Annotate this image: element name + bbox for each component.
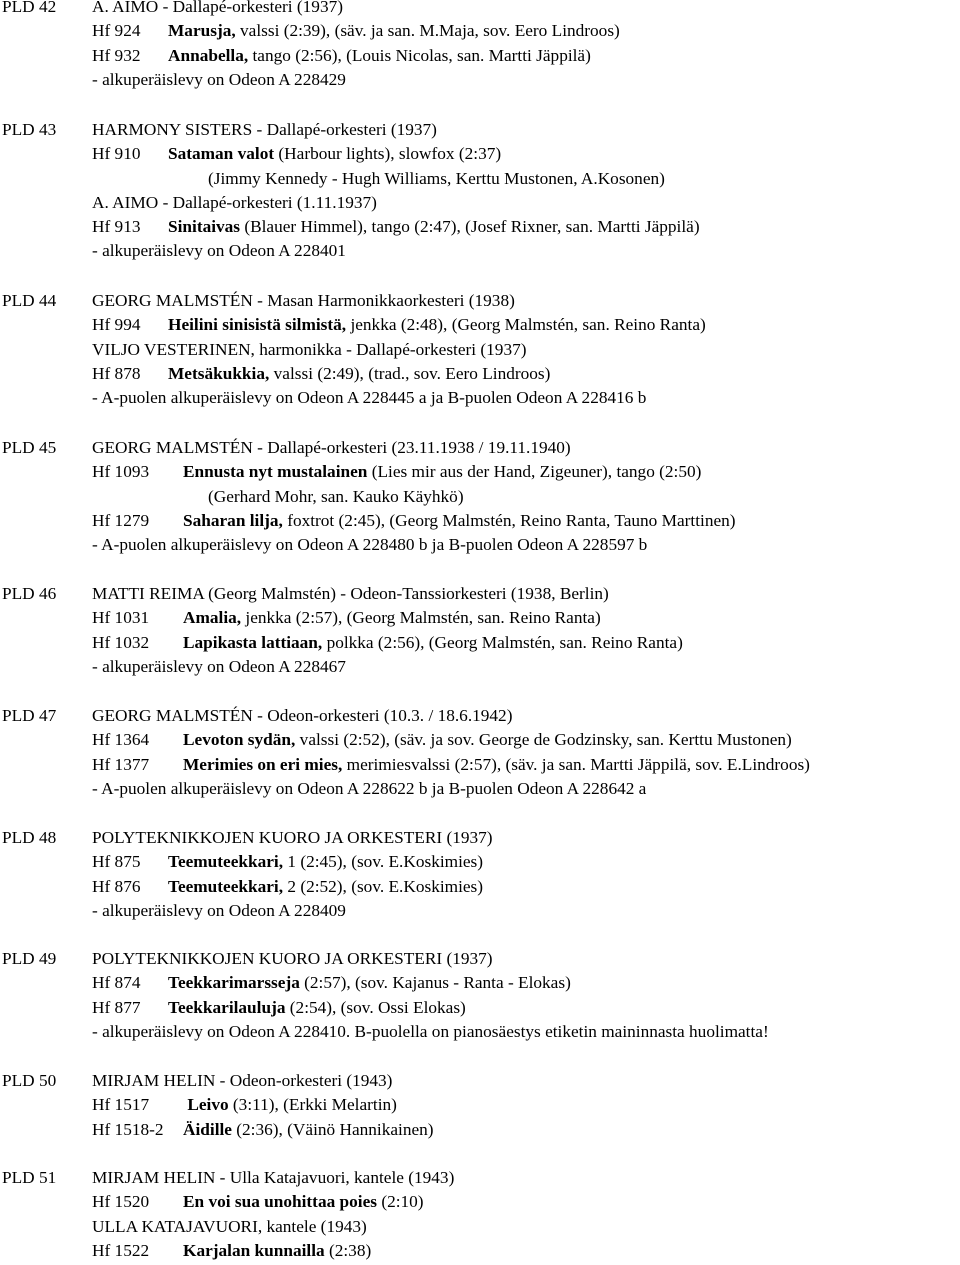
track-line [92,313,706,337]
track-line [92,142,501,166]
track-code: Hf 932 [92,45,141,65]
track-details: (Harbour lights), slowfox (2:37) [274,144,502,164]
entry-id: PLD 46 [2,584,57,603]
track-title: Teemuteekkari, [168,876,284,896]
track-line [92,850,483,874]
entry-pld-42 [0,0,960,92]
track-code: Hf 875 [92,852,141,872]
entry-line: GEORG MALMSTÉN - Masan Harmonikkaorkesteri (1938) [92,291,515,310]
track-line [92,215,700,239]
entry-pld-50 [0,1069,960,1142]
track-details: polkka (2:56), (Georg Malmstén, san. Reino Ranta) [322,632,683,652]
entry-note: - alkuperäislevy on Odeon A 228410. B-puolella on pianosäestys etiketin maininnasta huolimatta! [92,1021,769,1041]
entry-pld-44 [0,289,960,410]
entry-id: PLD 45 [2,438,57,457]
track-code: Hf 877 [92,997,141,1017]
track-line [92,1093,397,1117]
track-code: Hf 1032 [92,632,150,652]
track-line [92,1118,434,1142]
track-code: Hf 878 [92,363,141,383]
entry-line: HARMONY SISTERS - Dallapé-orkesteri (1937) [92,120,437,139]
track-code: Hf 913 [92,217,141,237]
track-title: En voi sua unohittaa poies [183,1192,377,1212]
track-line [92,728,792,752]
track-code: Hf 910 [92,144,141,164]
entry-line: VILJO VESTERINEN, harmonikka - Dallapé-orkesteri (1937) [92,339,527,359]
track-title: Annabella, [168,45,249,65]
track-details: valssi (2:52), (säv. ja sov. George de Godzinsky, san. Kerttu Mustonen) [295,730,792,750]
track-details: (Blauer Himmel), tango (2:47), (Josef Rixner, san. Martti Jäppilä) [240,217,700,237]
track-code: Hf 1031 [92,608,150,628]
track-code: Hf 1364 [92,730,150,750]
track-details: (2:10) [377,1192,424,1212]
track-code: Hf 1520 [92,1192,150,1212]
track-details: (2:36), (Väinö Hannikainen) [231,1119,434,1139]
track-details: (Lies mir aus der Hand, Zigeuner), tango (2:50) [367,462,702,482]
track-title: Heilini sinisistä silmistä, [168,315,347,335]
track-line [92,875,483,899]
track-title: Sataman valot [168,144,275,164]
track-details: (2:57), (sov. Kajanus - Ranta - Elokas) [299,973,571,993]
track-code: Hf 1377 [92,754,150,774]
entry-line: MIRJAM HELIN - Odeon-orkesteri (1943) [92,1071,393,1090]
track-title: Teekkarilauluja [168,997,286,1017]
entry-line: A. AIMO - Dallapé-orkesteri (1.11.1937) [92,192,377,212]
track-title: Merimies on eri mies, [183,754,343,774]
entry-pld-43 [0,118,960,264]
entry-id: PLD 50 [2,1071,57,1090]
track-line [92,19,620,43]
track-line [92,460,701,484]
track-details: (2:54), (sov. Ossi Elokas) [285,997,466,1017]
entry-line: MATTI REIMA (Georg Malmstén) - Odeon-Tanssiorkesteri (1938, Berlin) [92,584,609,603]
track-title: Amalia, [183,608,242,628]
entry-id: PLD 42 [2,0,57,16]
track-title: Ennusta nyt mustalainen [183,462,368,482]
track-line [92,1239,371,1263]
entry-id: PLD 47 [2,706,57,725]
entry-pld-46 [0,582,960,679]
track-details: (2:38) [324,1240,372,1260]
entry-id: PLD 44 [2,291,57,310]
entry-note: - alkuperäislevy on Odeon A 228467 [92,656,346,676]
entry-pld-49 [0,947,960,1044]
entry-note: - alkuperäislevy on Odeon A 228429 [92,69,346,89]
track-title: Teekkarimarsseja [168,973,300,993]
track-title: Sinitaivas [168,217,241,237]
entry-line: A. AIMO - Dallapé-orkesteri (1937) [92,0,343,16]
track-code: Hf 1279 [92,510,150,530]
track-line [92,606,601,630]
track-title: Levoton sydän, [183,730,296,750]
entry-line: POLYTEKNIKKOJEN KUORO JA ORKESTERI (1937) [92,949,493,968]
track-title: Metsäkukkia, [168,363,270,383]
entry-pld-48 [0,826,960,923]
entry-note: - A-puolen alkuperäislevy on Odeon A 228480 b ja B-puolen Odeon A 228597 b [92,535,648,555]
track-line [92,362,550,386]
track-title: Äidille [183,1119,232,1139]
track-code: Hf 1093 [92,462,150,482]
entry-id: PLD 48 [2,828,57,847]
track-line [92,509,736,533]
entry-pld-47 [0,704,960,801]
entry-id: PLD 43 [2,120,57,139]
track-title: Marusja, [168,21,236,41]
entry-note: - A-puolen alkuperäislevy on Odeon A 228445 a ja B-puolen Odeon A 228416 b [92,388,647,408]
track-line [92,631,683,655]
entry-line: MIRJAM HELIN - Ulla Katajavuori, kantele (1943) [92,1168,455,1187]
entry-line: GEORG MALMSTÉN - Dallapé-orkesteri (23.11.1938 / 19.11.1940) [92,438,571,457]
track-code: Hf 1522 [92,1240,150,1260]
track-details: tango (2:56), (Louis Nicolas, san. Martti Jäppilä) [248,45,591,65]
track-details: foxtrot (2:45), (Georg Malmstén, Reino Ranta, Tauno Marttinen) [282,510,736,530]
track-line [92,996,466,1020]
track-code: Hf 924 [92,21,141,41]
entry-line: POLYTEKNIKKOJEN KUORO JA ORKESTERI (1937) [92,828,493,847]
track-details: merimiesvalssi (2:57), (säv. ja san. Martti Jäppilä, sov. E.Lindroos) [342,754,810,774]
track-details: valssi (2:39), (säv. ja san. M.Maja, sov. Eero Lindroos) [235,21,620,41]
entry-line: GEORG MALMSTÉN - Odeon-orkesteri (10.3. / 18.6.1942) [92,706,513,725]
entry-line: ULLA KATAJAVUORI, kantele (1943) [92,1216,367,1236]
track-line [92,753,810,777]
track-code: Hf 876 [92,876,141,896]
track-title: Karjalan kunnailla [183,1240,325,1260]
track-line [92,1190,424,1214]
track-credits: (Jimmy Kennedy - Hugh Williams, Kerttu Mustonen, A.Kosonen) [208,168,665,188]
track-code: Hf 994 [92,315,141,335]
track-code: Hf 874 [92,973,141,993]
track-title: Leivo [183,1095,229,1115]
entry-id: PLD 49 [2,949,57,968]
entry-note: - alkuperäislevy on Odeon A 228401 [92,241,346,261]
entry-note: - alkuperäislevy on Odeon A 228409 [92,900,346,920]
track-title: Teemuteekkari, [168,852,284,872]
track-code: Hf 1517 [92,1095,150,1115]
track-credits: (Gerhard Mohr, san. Kauko Käyhkö) [208,486,464,506]
track-code: Hf 1518-2 [92,1119,164,1139]
entry-pld-51 [0,1166,960,1263]
track-title: Saharan lilja, [183,510,283,530]
track-title: Lapikasta lattiaan, [183,632,323,652]
track-details: jenkka (2:48), (Georg Malmstén, san. Reino Ranta) [346,315,706,335]
entry-note: - A-puolen alkuperäislevy on Odeon A 228622 b ja B-puolen Odeon A 228642 a [92,778,647,798]
track-details: (3:11), (Erkki Melartin) [228,1095,397,1115]
entry-pld-45 [0,436,960,557]
track-details: jenkka (2:57), (Georg Malmstén, san. Reino Ranta) [241,608,601,628]
track-line [92,971,571,995]
track-line [92,44,591,68]
track-details: 1 (2:45), (sov. E.Koskimies) [283,852,484,872]
track-details: valssi (2:49), (trad., sov. Eero Lindroos) [269,363,551,383]
track-details: 2 (2:52), (sov. E.Koskimies) [283,876,484,896]
entry-id: PLD 51 [2,1168,57,1187]
